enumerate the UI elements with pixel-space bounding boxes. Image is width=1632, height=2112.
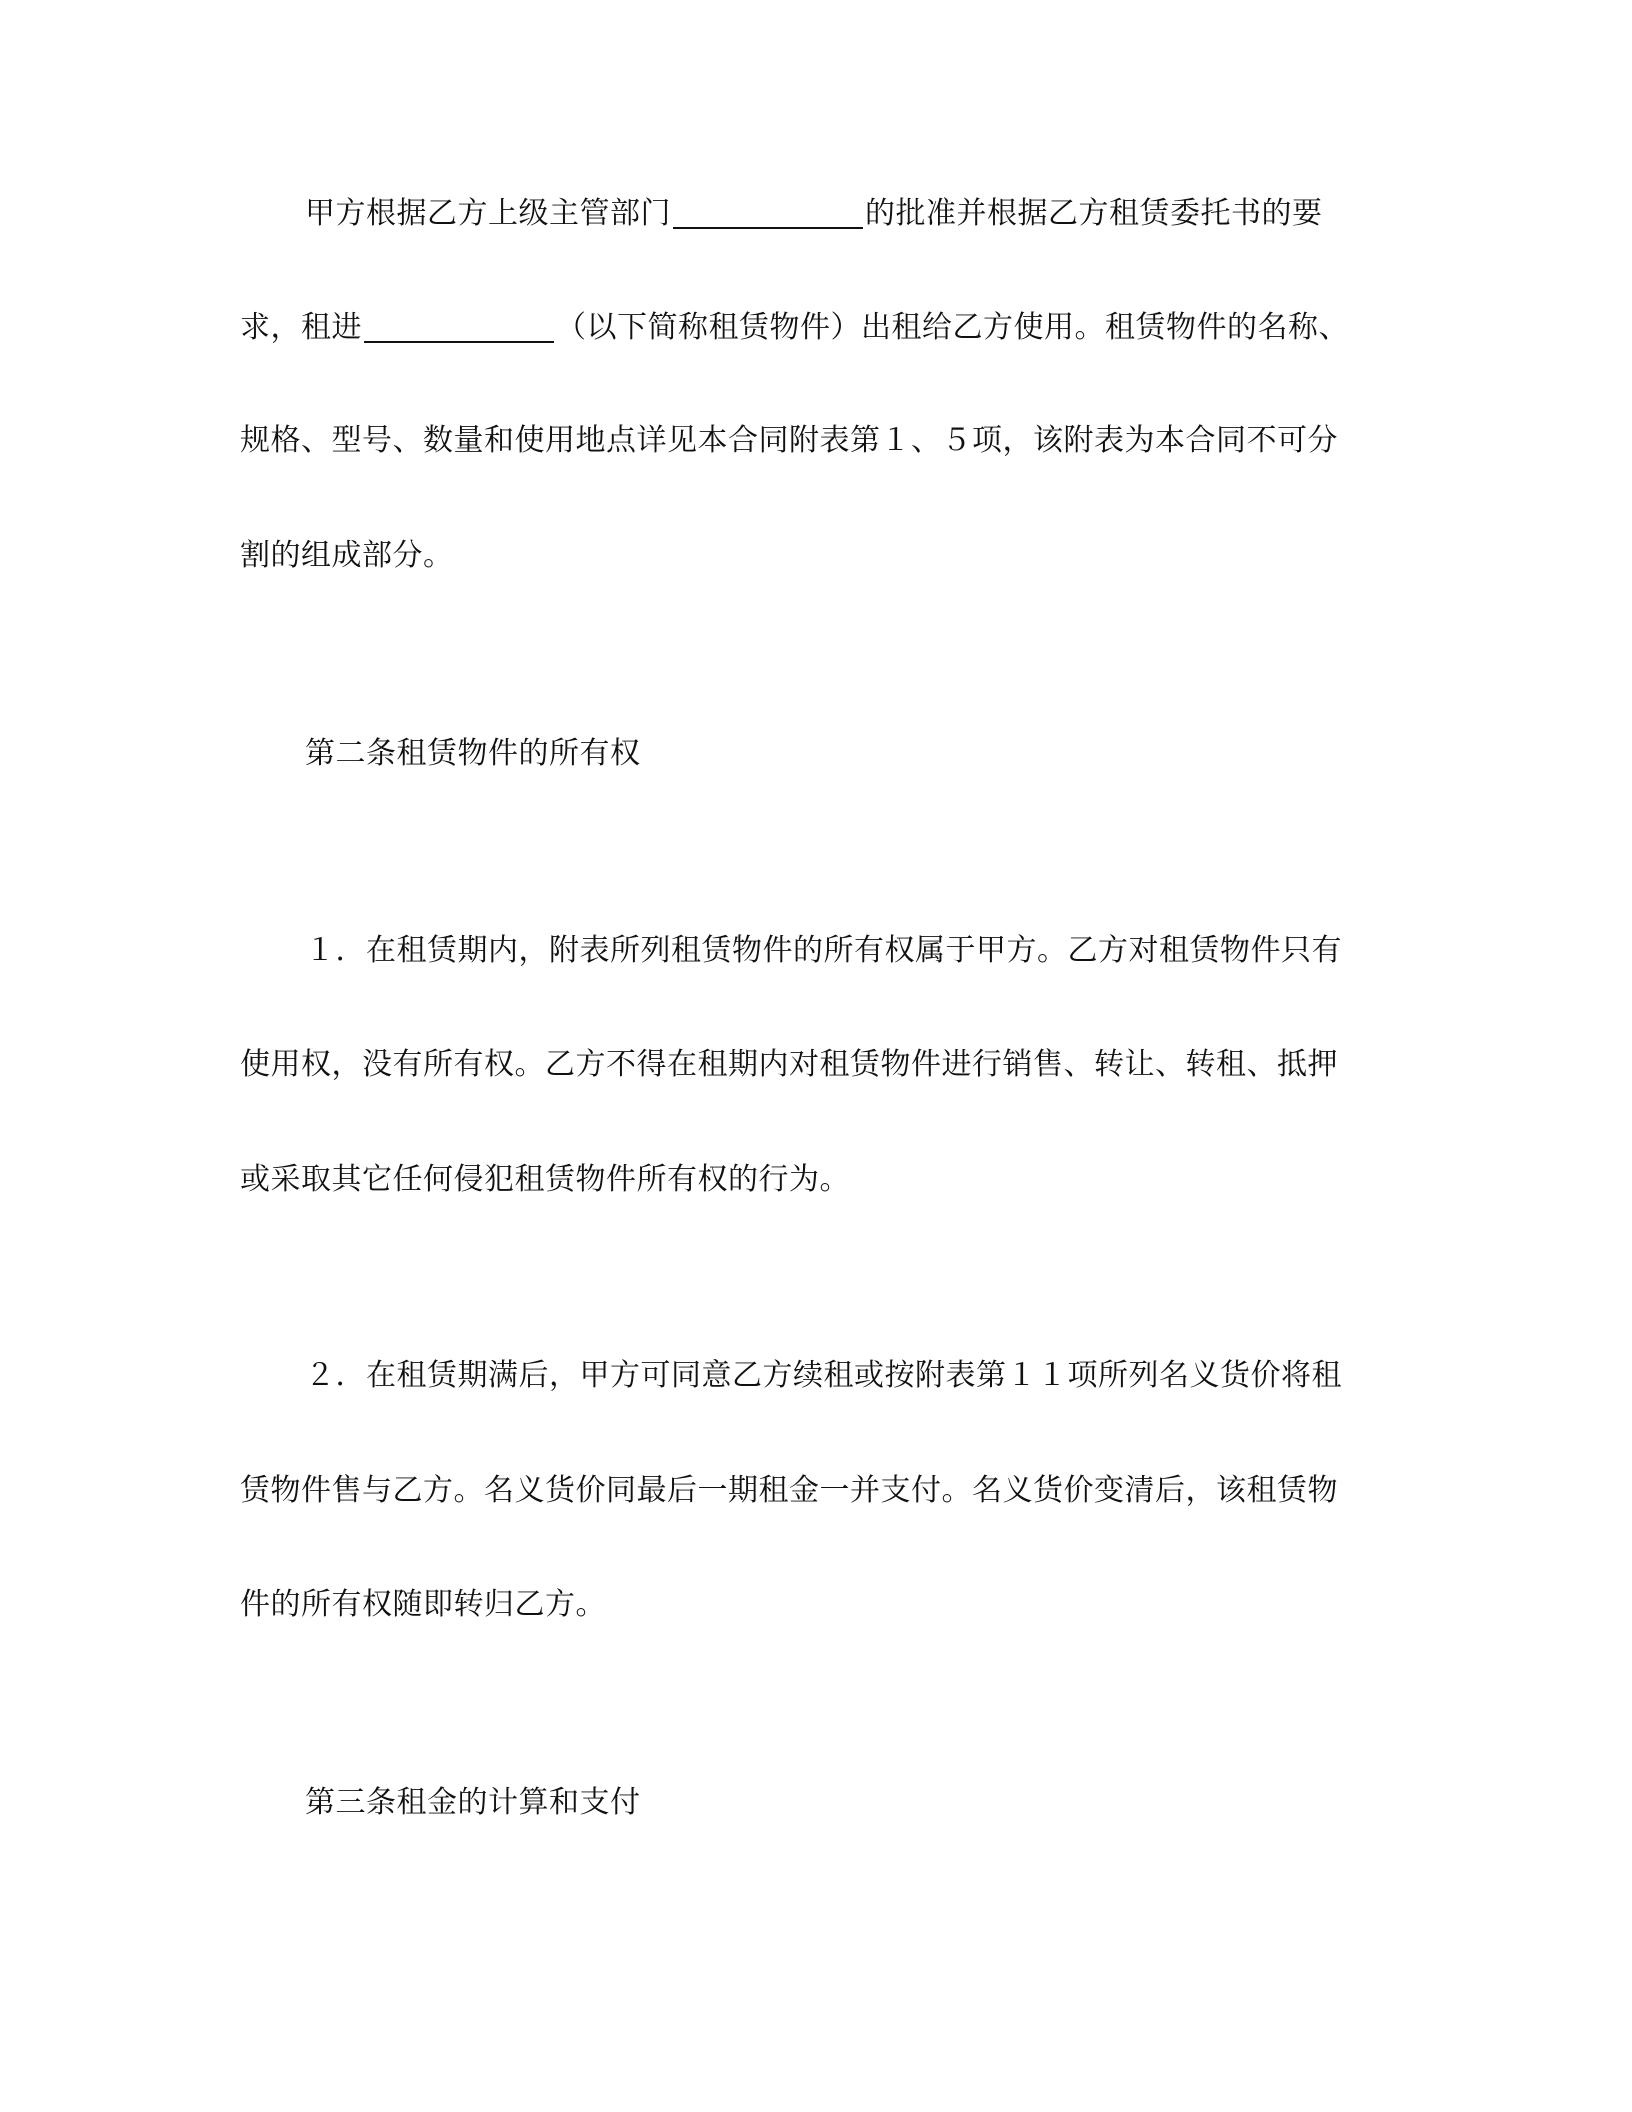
paragraph1-line4: 割的组成部分。 (240, 538, 454, 573)
article2-item2-line2: 赁物件售与乙方。名义货价同最后一期租金一并支付。名义货价变清后，该租赁物 (240, 1473, 1338, 1508)
leased-item-blank (364, 311, 554, 343)
paragraph1-line1-before: 甲方根据乙方上级主管部门 (305, 196, 671, 231)
approval-department-blank (673, 197, 863, 229)
article2-item1-line1: １．在租赁期内，附表所列租赁物件的所有权属于甲方。乙方对租赁物件只有 (305, 933, 1342, 968)
paragraph1-line2 (240, 308, 1349, 348)
paragraph1-line3: 规格、型号、数量和使用地点详见本合同附表第１、５项，该附表为本合同不可分 (240, 423, 1338, 458)
article2-item2-line1: ２．在租赁期满后，甲方可同意乙方续租或按附表第１１项所列名义货价将租 (305, 1358, 1342, 1393)
article3-heading: 第三条租金的计算和支付 (305, 1785, 641, 1820)
paragraph1-line1 (305, 194, 1323, 234)
article2-item2-line3: 件的所有权随即转归乙方。 (240, 1587, 606, 1622)
article2-item1-line2: 使用权，没有所有权。乙方不得在租期内对租赁物件进行销售、转让、转租、抵押 (240, 1047, 1338, 1082)
paragraph1-line2-after: （以下简称租赁物件）出租给乙方使用。租赁物件的名称、 (556, 310, 1349, 345)
article2-heading: 第二条租赁物件的所有权 (305, 736, 641, 771)
paragraph1-line2-before: 求，租进 (240, 310, 362, 345)
paragraph1-line1-after: 的批准并根据乙方租赁委托书的要 (865, 196, 1323, 231)
article2-item1-line3: 或采取其它任何侵犯租赁物件所有权的行为。 (240, 1162, 850, 1197)
